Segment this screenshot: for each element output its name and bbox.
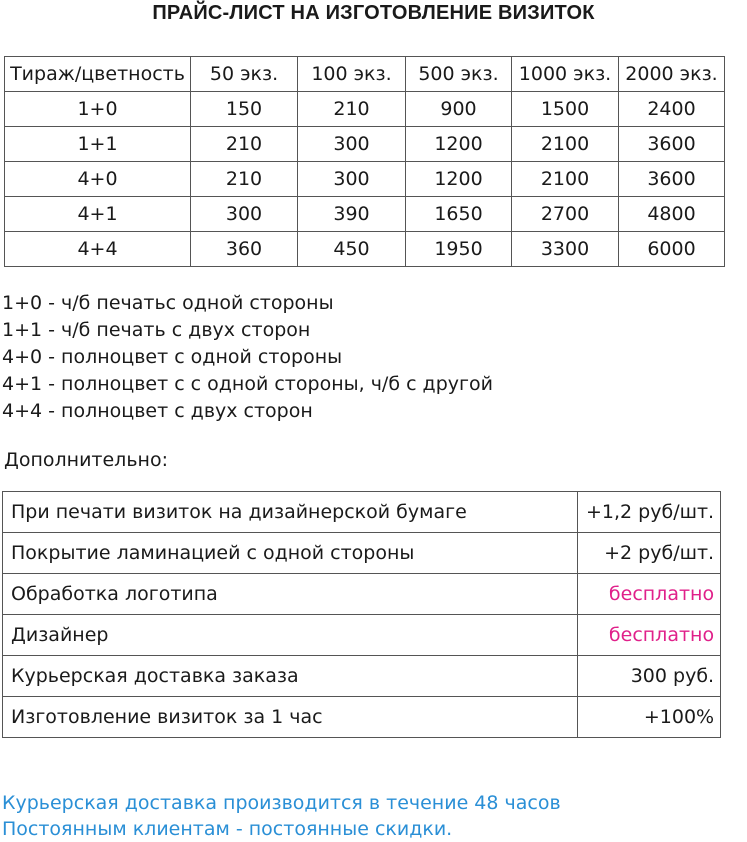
table-row — [5, 92, 725, 127]
column-header: 2000 экз. — [619, 57, 725, 92]
table-cell: 210 — [191, 162, 298, 197]
table-cell: 2400 — [619, 92, 725, 127]
extras-heading: Дополнительно: — [4, 449, 168, 471]
extra-price: +100% — [578, 697, 721, 738]
price-table-header-row — [5, 57, 725, 92]
table-row — [3, 492, 721, 533]
table-cell: 450 — [298, 232, 406, 267]
column-header: 50 экз. — [191, 57, 298, 92]
column-header: Тираж/цветность — [5, 57, 191, 92]
table-cell: 4+4 — [5, 232, 191, 267]
table-cell: 210 — [191, 127, 298, 162]
table-cell: 2100 — [512, 162, 619, 197]
extra-label: При печати визиток на дизайнерской бумаге — [3, 492, 578, 533]
extra-label: Курьерская доставка заказа — [3, 656, 578, 697]
table-row — [3, 697, 721, 738]
table-cell: 210 — [298, 92, 406, 127]
table-cell: 4800 — [619, 197, 725, 232]
table-row — [5, 232, 725, 267]
column-header: 1000 экз. — [512, 57, 619, 92]
table-cell: 300 — [191, 197, 298, 232]
legend-item: 4+1 - полноцвет с с одной стороны, ч/б с другой — [2, 373, 493, 395]
extras-table — [2, 491, 721, 738]
column-header: 100 экз. — [298, 57, 406, 92]
extra-price: +1,2 руб/шт. — [578, 492, 721, 533]
legend-item: 1+0 - ч/б печатьс одной стороны — [2, 292, 334, 314]
table-row — [3, 533, 721, 574]
table-cell: 150 — [191, 92, 298, 127]
table-cell: 2700 — [512, 197, 619, 232]
extra-label: Дизайнер — [3, 615, 578, 656]
table-row — [3, 574, 721, 615]
table-row — [3, 615, 721, 656]
table-cell: 1200 — [406, 127, 512, 162]
extra-label: Изготовление визиток за 1 час — [3, 697, 578, 738]
table-cell: 3600 — [619, 127, 725, 162]
table-cell: 4+1 — [5, 197, 191, 232]
footer-line: Курьерская доставка производится в течение 48 часов — [2, 792, 561, 814]
table-cell: 1+0 — [5, 92, 191, 127]
table-cell: 300 — [298, 127, 406, 162]
table-cell: 360 — [191, 232, 298, 267]
table-row — [5, 127, 725, 162]
table-cell: 6000 — [619, 232, 725, 267]
price-table — [4, 56, 725, 267]
table-cell: 1200 — [406, 162, 512, 197]
extra-price: +2 руб/шт. — [578, 533, 721, 574]
extra-label: Покрытие ламинацией с одной стороны — [3, 533, 578, 574]
table-row — [3, 656, 721, 697]
table-cell: 300 — [298, 162, 406, 197]
page-title: ПРАЙС-ЛИСТ НА ИЗГОТОВЛЕНИЕ ВИЗИТОК — [152, 2, 595, 24]
table-cell: 1950 — [406, 232, 512, 267]
color-legend — [2, 290, 493, 425]
legend-item: 1+1 - ч/б печать с двух сторон — [2, 319, 311, 341]
table-cell: 3600 — [619, 162, 725, 197]
footer-line: Постоянным клиентам - постоянные скидки. — [2, 818, 453, 840]
table-cell: 1+1 — [5, 127, 191, 162]
extra-price-free: бесплатно — [578, 615, 721, 656]
table-cell: 390 — [298, 197, 406, 232]
footer-note — [2, 790, 561, 842]
table-cell: 1650 — [406, 197, 512, 232]
table-cell: 900 — [406, 92, 512, 127]
table-cell: 2100 — [512, 127, 619, 162]
table-cell: 4+0 — [5, 162, 191, 197]
table-cell: 1500 — [512, 92, 619, 127]
table-row — [5, 197, 725, 232]
extra-label: Обработка логотипа — [3, 574, 578, 615]
extra-price: 300 руб. — [578, 656, 721, 697]
legend-item: 4+0 - полноцвет с одной стороны — [2, 346, 343, 368]
table-cell: 3300 — [512, 232, 619, 267]
table-row — [5, 162, 725, 197]
legend-item: 4+4 - полноцвет с двух сторон — [2, 400, 313, 422]
column-header: 500 экз. — [406, 57, 512, 92]
extra-price-free: бесплатно — [578, 574, 721, 615]
